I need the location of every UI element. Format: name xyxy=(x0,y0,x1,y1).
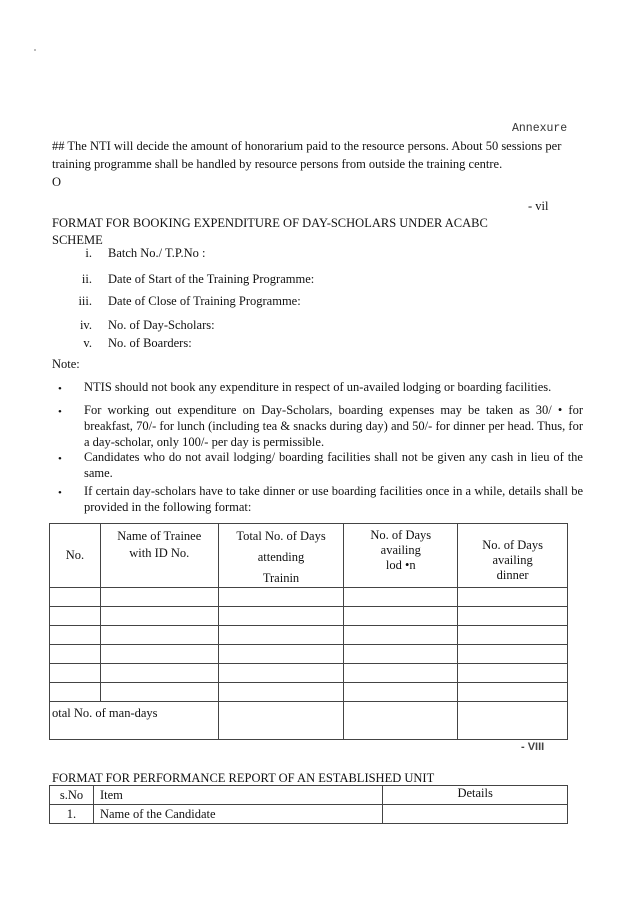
table-row xyxy=(50,683,568,702)
total-man-days-label: otal No. of man-days xyxy=(52,706,158,720)
bullet-dot-icon: • xyxy=(58,487,62,499)
header-item xyxy=(93,786,382,805)
header-name-line: with ID No. xyxy=(129,546,190,560)
header-dinner-line: dinner xyxy=(496,568,529,582)
form-item-text: No. of Boarders: xyxy=(108,336,192,350)
form-item-text: Date of Start of the Training Programme: xyxy=(108,272,315,286)
note-label: Note: xyxy=(52,357,80,371)
header-lodging-line: No. of Days xyxy=(370,528,432,542)
annexure-label: Annexure xyxy=(512,122,568,135)
table-header-row xyxy=(50,786,568,805)
bullet-text: For working out expenditure on Day-Scholars, boarding expenses may be taken as 30/ • for breakfast, 70/- for lunch (including tea & snacks during day) and 50/- for dinner per head. Thus, for a day-scholar, only 100/- per day is permissible. xyxy=(84,403,583,449)
header-dinner-line: availing xyxy=(492,553,533,567)
header-dinner-days xyxy=(458,524,568,588)
table-row xyxy=(50,588,568,607)
form-item-text: No. of Day-Scholars: xyxy=(108,318,215,332)
header-total-line: attending xyxy=(257,550,305,564)
form-item-number: iv. xyxy=(79,318,92,332)
bullet-dot-icon: • xyxy=(58,453,62,465)
bullet-text: NTIS should not book any expenditure in respect of un-availed lodging or boarding facilities. xyxy=(84,380,552,394)
header-total-line: Total No. of Days xyxy=(236,529,326,543)
bullet-text: If certain day-scholars have to take dinner or use boarding facilities once in a while, details shall be provided in the following format: xyxy=(84,484,583,514)
header-no xyxy=(50,524,101,588)
form-item-number: iii. xyxy=(78,294,92,308)
stray-letter: O xyxy=(52,175,62,189)
note-bullet xyxy=(58,379,583,395)
page-marker-viii: - VIII xyxy=(521,741,545,753)
header-details xyxy=(383,786,568,805)
row-details xyxy=(383,805,568,824)
intro-paragraph xyxy=(52,137,587,191)
page-marker-vil: - vil xyxy=(528,199,549,213)
header-sno-text: s.No xyxy=(59,787,84,802)
total-man-days-cell xyxy=(50,702,219,740)
header-total-line: Trainin xyxy=(262,571,300,585)
format1-title: FORMAT FOR BOOKING EXPENDITURE OF DAY-SCHOLARS UNDER ACABC SCHEME xyxy=(52,216,488,247)
table-row xyxy=(50,664,568,683)
form-item-text: Date of Close of Training Programme: xyxy=(108,294,301,308)
header-lodging-line: availing xyxy=(380,543,421,557)
header-name-line: Name of Trainee xyxy=(117,529,202,543)
header-sno xyxy=(50,786,94,805)
performance-report-table xyxy=(49,785,568,824)
form-item-number: ii. xyxy=(81,272,92,286)
header-name xyxy=(100,524,218,588)
scan-speck xyxy=(34,49,36,51)
note-bullet xyxy=(58,483,583,515)
intro-text: ## The NTI will decide the amount of honorarium paid to the resource persons. About 50 sessions per training programme shall be handled by resource persons from outside the training centre. xyxy=(52,139,562,171)
header-lodging-days xyxy=(344,524,458,588)
header-no-text: No. xyxy=(65,548,85,562)
row-sno-text: 1. xyxy=(66,806,77,821)
row-item xyxy=(93,805,382,824)
day-scholars-table xyxy=(49,523,568,740)
table-total-row xyxy=(50,702,568,740)
note-bullet xyxy=(58,449,583,481)
row-item-text: Name of the Candidate xyxy=(99,806,216,821)
bullet-dot-icon: • xyxy=(58,406,62,418)
header-lodging-line: lod •n xyxy=(385,558,416,572)
format2-title: FORMAT FOR PERFORMANCE REPORT OF AN ESTABLISHED UNIT xyxy=(52,771,435,785)
row-sno xyxy=(50,805,94,824)
header-total-days xyxy=(218,524,344,588)
header-details-text: Details xyxy=(457,786,493,800)
form-item-number: v. xyxy=(83,336,92,350)
bullet-dot-icon: • xyxy=(58,383,62,395)
form-item-text: Batch No./ T.P.No : xyxy=(108,246,206,260)
table-row xyxy=(50,805,568,824)
table-row xyxy=(50,607,568,626)
table-row xyxy=(50,645,568,664)
note-bullet xyxy=(58,402,583,450)
table-row xyxy=(50,626,568,645)
form-item-number: i. xyxy=(85,246,92,260)
table-header-row xyxy=(50,524,568,588)
bullet-text: Candidates who do not avail lodging/ boarding facilities shall not be given any cash in lieu of the same. xyxy=(84,450,583,480)
header-item-text: Item xyxy=(99,787,123,802)
header-dinner-line: No. of Days xyxy=(482,538,543,552)
